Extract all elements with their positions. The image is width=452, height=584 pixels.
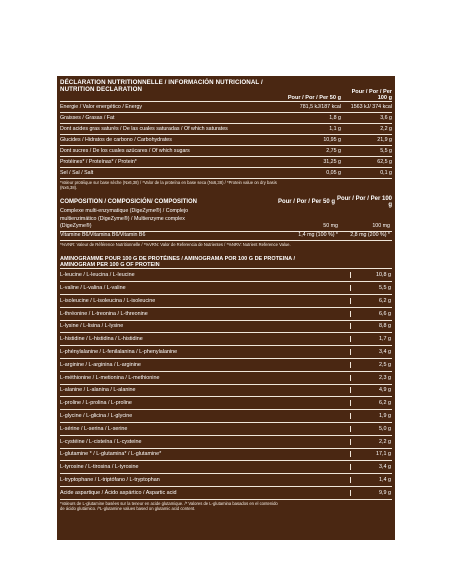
aminogram-section (60, 256, 392, 511)
nutrition-footnote: *Valeur protéique sur base sèche (Nx6,38) / *Valor de la proteína en base seca (Nx6,38) / *Protein value on dry basis (Nx6,38). (60, 180, 277, 191)
amino-row: L-alanine / L-alanina / L-alanine 4,9 g (60, 385, 392, 398)
amino-row: L-glutamine * / L-glutamina* / L-glutamine* 17,1 g (60, 449, 392, 462)
nutrition-col1-header: Pour / Por / Per 50 g (287, 95, 341, 102)
amino-row: L-lysine / L-lisina / L-lysine 8,8 g (60, 321, 392, 334)
amino-row: L-tyrosine / L-tirosina / L-tyrosine 3,4 g (60, 461, 392, 474)
nutrition-row: Protéines* / Proteínas* / Protein* 31,25 g 62,5 g (60, 157, 392, 168)
composition-footnote: *%VNR: Valeur de Référence Nutritionnelle / *%VRN: Valor de Referencia de Nutrientes / *%NRV: Nutrient Reference Value. (60, 241, 291, 247)
amino-row: L-thréonine / L-treonina / L-threonine 6,6 g (60, 308, 392, 321)
nutrition-row: Graisses / Grasas / Fat 1,8 g 3,6 g (60, 113, 392, 124)
nutrition-title: DÉCLARATION NUTRITIONNELLE / INFORMACIÓN NUTRICIONAL / NUTRITION DECLARATION (60, 79, 263, 93)
amino-row: L-tryptophane / L-triptófano / L-tryptophan 1,4 g (60, 474, 392, 487)
amino-row: L-arginine / L-arginina / L-arginine 2,5 g (60, 359, 392, 372)
amino-row: L-leucine / L-leucina / L-leucine 10,8 g (60, 269, 392, 282)
composition-title: COMPOSITION / COMPOSICIÓN/ COMPOSITION (60, 199, 198, 206)
composition-col1-header: Pour / Por / Per 50 g (277, 199, 335, 206)
amino-row: L-glycine / L-glicina / L-glycine 1,9 g (60, 410, 392, 423)
nutrition-header-row (60, 89, 392, 102)
amino-row: L-histidine / L-histidina / L-histidine 1,7 g (60, 333, 392, 346)
amino-row: L-proline / L-prolina / L-proline 6,2 g (60, 397, 392, 410)
composition-row: Complexe multi-enzymatique (DigeZyme®) / Complejo multienzimático (DigeZyme®) / Multienzyme complex (DigeZyme®) 50 mg 100 mg (60, 208, 392, 232)
composition-header-row (60, 196, 392, 208)
amino-row: L-phénylalanine / L-fenilalanina / L-phenylalanine 3,4 g (60, 346, 392, 359)
aminogram-title: AMINOGRAMME POUR 100 G DE PROTÉINES / AMINOGRAMA POR 100 G DE PROTEINA / AMINOGRAM PER 100 G OF PROTEIN (60, 255, 296, 268)
nutrition-row: Dont sucres / De los cuales azúcares / Of which sugars 2,75 g 5,5 g (60, 146, 392, 157)
composition-col2-header: Pour / Por / Per 100 g (336, 196, 392, 209)
amino-row: L-valine / L-valina / L-valine 5,5 g (60, 282, 392, 295)
amino-row: L-isoleucine / L-isoleucina / L-isoleucine 6,2 g (60, 295, 392, 308)
amino-row: L-cystéine / L-cisteína / L-cysteine 2,2 g (60, 436, 392, 449)
nutrition-row: Dont acides gras saturés / De las cuales saturadas / Of which saturates 1,1 g 2,2 g (60, 124, 392, 135)
nutrition-label-panel (57, 76, 395, 540)
nutrition-col2-header: Pour / Por / Per 100 g (351, 89, 392, 102)
nutrition-row: Sel / Sal / Salt 0,05 g 0,1 g (60, 168, 392, 179)
nutrition-row: Énergie / Valor energético / Energy 781,5 kJ/187 kcal 1563 kJ/ 374 kcal (60, 102, 392, 113)
amino-row: L-méthionine / L-metionina / L-methionine 2,3 g (60, 372, 392, 385)
nutrition-section (60, 80, 392, 190)
nutrition-row: Glucides / Hidratos de carbono / Carbohydrates 10,95 g 21,9 g (60, 135, 392, 146)
amino-row: Acide aspartique / Ácido aspártico / Aspartic acid 9,9 g (60, 487, 392, 500)
amino-row: L-sérine / L-serina / L-serine 5,0 g (60, 423, 392, 436)
aminogram-footnote: *Valeurs de L-glutamine basées sur la teneur en acide glutamique. /* Valores de L-glutamina basados en el contenido de ácido glutámico. /*L-glutamine values based on glutamic acid content. (60, 500, 278, 511)
composition-row: Vitamine B6/Vitamina B6/Vitamin B6 1,4 mg (100 %) * 2,8 mg (200 %) * (60, 232, 392, 241)
composition-section (60, 196, 392, 246)
